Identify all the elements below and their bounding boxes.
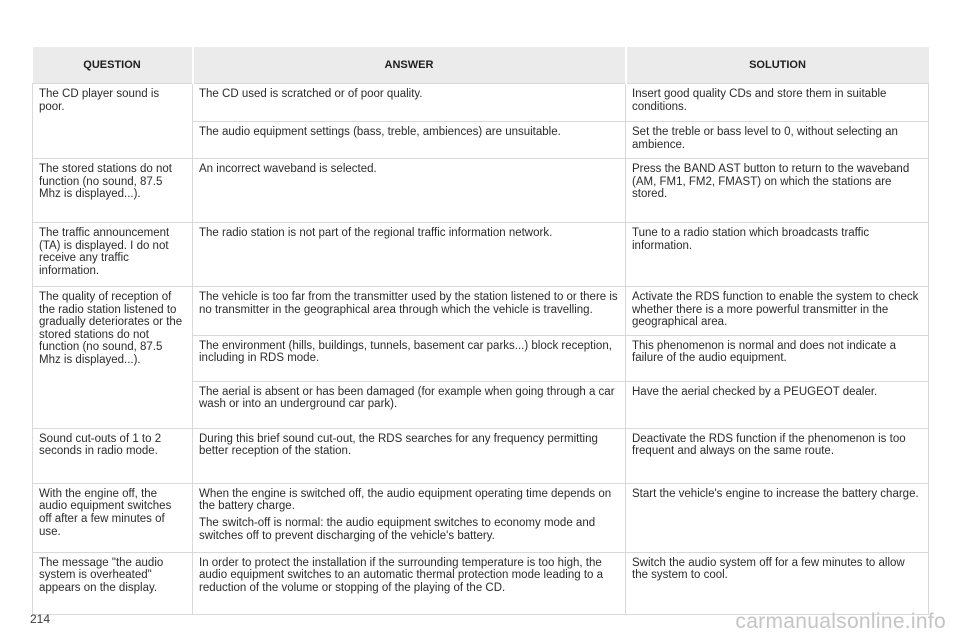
solution-cell — [626, 335, 929, 381]
table-row — [33, 287, 929, 336]
troubleshooting-table-container — [32, 47, 928, 615]
answer-cell — [193, 84, 626, 122]
question-text: The CD player sound is poor. — [39, 88, 160, 113]
answer-cell — [193, 287, 626, 336]
solution-cell — [626, 287, 929, 336]
question-text: The traffic announcement (TA) is displayed. I do not receive any traffic information. — [39, 227, 170, 277]
solution-cell — [626, 223, 929, 287]
solution-cell — [626, 381, 929, 428]
answer-text: The audio equipment settings (bass, treble, ambiences) are unsuitable. — [199, 126, 561, 138]
answer-cell — [193, 483, 626, 552]
answer-text: The radio station is not part of the regional traffic information network. — [199, 227, 553, 239]
answer-text: An incorrect waveband is selected. — [199, 163, 377, 175]
answer-cell — [193, 159, 626, 223]
solution-text: Have the aerial checked by a PEUGEOT dealer. — [632, 385, 878, 398]
answer-cell — [193, 552, 626, 614]
table-row — [33, 483, 929, 552]
question-text: Sound cut-outs of 1 to 2 seconds in radio mode. — [39, 432, 162, 458]
solution-text: Start the vehicle's engine to increase the battery charge. — [632, 487, 919, 500]
answer-cell — [193, 428, 626, 483]
table-header-row — [33, 47, 929, 84]
troubleshooting-table — [32, 47, 929, 615]
solution-cell — [626, 159, 929, 223]
solution-text: Activate the RDS function to enable the system to check whether there is a more powerful transmitter in the geographical area. — [632, 291, 919, 329]
question-text: The message "the audio system is overheated" appears on the display. — [39, 556, 164, 594]
solution-text: This phenomenon is normal and does not indicate a failure of the audio equipment. — [632, 339, 897, 365]
answer-text: The vehicle is too far from the transmitter used by the station listened to or there is no transmitter in the geographical area through which the vehicle is travelling. — [199, 291, 618, 316]
answer-cell — [193, 223, 626, 287]
solution-text: Press the BAND AST button to return to the waveband (AM, FM1, FM2, FMAST) on which the stations are stored. — [632, 163, 910, 201]
table-row — [33, 552, 929, 614]
solution-text: Insert good quality CDs and store them in suitable conditions. — [632, 88, 887, 113]
question-cell — [33, 287, 193, 429]
solution-text: Deactivate the RDS function if the phenomenon is too frequent and always on the same route. — [632, 432, 906, 458]
watermark-text: carmanualsonline.info — [735, 610, 946, 633]
question-cell — [33, 483, 193, 552]
solution-cell — [626, 428, 929, 483]
table-row — [33, 159, 929, 223]
answer-text: In order to protect the installation if the surrounding temperature is too high, the audio equipment switches to an automatic thermal protection mode leading to a reduction of the volume or stopping of the playing of the CD. — [199, 556, 604, 594]
question-text: With the engine off, the audio equipment switches off after a few minutes of use. — [39, 487, 172, 538]
answer-cell — [193, 122, 626, 159]
solution-text: Switch the audio system off for a few minutes to allow the system to cool. — [632, 556, 905, 582]
question-cell — [33, 159, 193, 223]
question-cell — [33, 223, 193, 287]
question-text: The stored stations do not function (no sound, 87.5 Mhz is displayed...). — [39, 163, 172, 201]
solution-cell — [626, 483, 929, 552]
question-cell — [33, 84, 193, 159]
header-question: QUESTION — [33, 47, 193, 84]
header-solution: SOLUTION — [626, 47, 929, 84]
solution-cell — [626, 84, 929, 122]
answer-text: When the engine is switched off, the audio equipment operating time depends on the battery charge. — [199, 487, 612, 513]
answer-cell — [193, 381, 626, 428]
table-row — [33, 223, 929, 287]
question-cell — [33, 552, 193, 614]
answer-text: The CD used is scratched or of poor quality. — [199, 88, 423, 100]
answer-text: During this brief sound cut-out, the RDS searches for any frequency permitting better reception of the station. — [199, 432, 598, 458]
answer-cell — [193, 335, 626, 381]
page-number: 214 — [30, 612, 51, 626]
question-cell — [33, 428, 193, 483]
answer-text-secondary: The switch-off is normal: the audio equipment switches to economy mode and switches off to prevent discharging of the vehicle's battery. — [199, 516, 596, 542]
solution-text: Tune to a radio station which broadcasts traffic information. — [632, 227, 870, 252]
solution-cell — [626, 552, 929, 614]
answer-text: The aerial is absent or has been damaged (for example when going through a car wash or into an underground car park). — [199, 385, 615, 411]
solution-text: Set the treble or bass level to 0, without selecting an ambience. — [632, 126, 898, 151]
answer-text: The environment (hills, buildings, tunnels, basement car parks...) block reception, including in RDS mode. — [199, 339, 612, 365]
question-text: The quality of reception of the radio station listened to gradually deteriorates or the stored stations do not function (no sound, 87.5 Mhz is displayed...). — [39, 291, 183, 366]
header-answer: ANSWER — [193, 47, 626, 84]
solution-cell — [626, 122, 929, 159]
table-row — [33, 428, 929, 483]
table-row — [33, 84, 929, 122]
